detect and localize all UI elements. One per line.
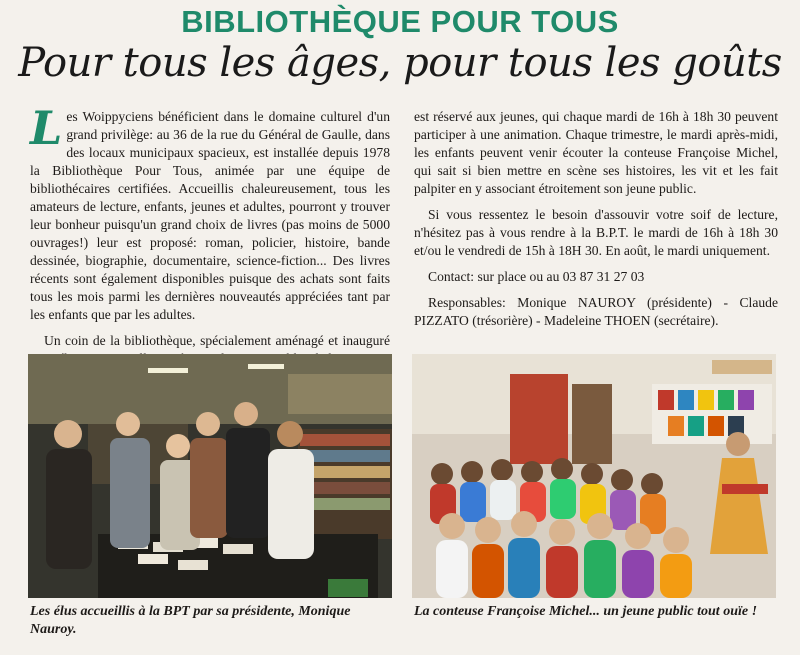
- article-paragraph-1: [30, 101, 390, 324]
- drop-cap: L: [30, 101, 63, 155]
- paragraph-1-text: es Woippyciens bénéficient dans le domaine culturel d'un grand privilège: au 36 de la rue du Général de Gaulle, dans des locaux municipaux spacieux, est installée depuis 1978 la Bibliothèque Pour Tous, animée par une équipe de bibliothécaires certifiées. Accueillis chaleureusement, tous les amateurs de lecture, enfants, jeunes et adultes, pourront y trouver leur bonheur puisqu'un grand choix de livres (pas moins de 5000 ouvrages!) leur est proposé: roman, policier, histoire, bande dessinée, biographie, documentaire, science-fiction... Des livres récents sont également disponibles puisque des achats sont faits tous les mois parmi les dernières nouveautés appréciées tant par les enfants que par les adultes.: [30, 109, 390, 322]
- caption-left: Les élus accueillis à la BPT par sa présidente, Monique Nauroy.: [30, 604, 351, 637]
- photo-storyteller-children: [412, 354, 776, 598]
- article-column-right: [414, 108, 778, 338]
- article-paragraph-2: Un coin de la bibliothèque, spécialement aménagé et inauguré: [44, 333, 390, 348]
- article-paragraph-4: Si vous ressentez le besoin d'assouvir votre soif de lecture, n'hésitez pas à vous rendre à la B.P.T. le mardi de 16h à 18h 30 et/ou le vendredi de 15h à 18H 30. En août, le mardi uniquement.: [414, 207, 778, 258]
- photo-officials-illustration: [28, 354, 392, 598]
- article-paragraph-3: est réservé aux jeunes, qui chaque mardi de 16h à 18h 30 peuvent participer à une animation. Chaque trimestre, le mardi après-midi, les enfants peuvent venir écouter la conteuse Françoise Michel, qui sait si bien mettre en scène ses histoires, les vit et les fait palpiter en y associant étroitement son jeune public.: [414, 109, 778, 196]
- page-subtitle: Pour tous les âges, pour tous les goûts: [18, 40, 782, 86]
- article-column-left: [30, 101, 390, 376]
- caption-right: La conteuse Françoise Michel... un jeune public tout ouïe !: [414, 604, 758, 619]
- responsables-line: Responsables: Monique NAUROY (présidente) - Claude PIZZATO (trésorière) - Madeleine THOEN (secrétaire).: [414, 295, 778, 328]
- photo-library-officials: [28, 354, 392, 598]
- contact-line: Contact: sur place ou au 03 87 31 27 03: [428, 269, 645, 284]
- photo-storyteller-illustration: [412, 354, 776, 598]
- page-title: BIBLIOTHÈQUE POUR TOUS: [181, 4, 619, 39]
